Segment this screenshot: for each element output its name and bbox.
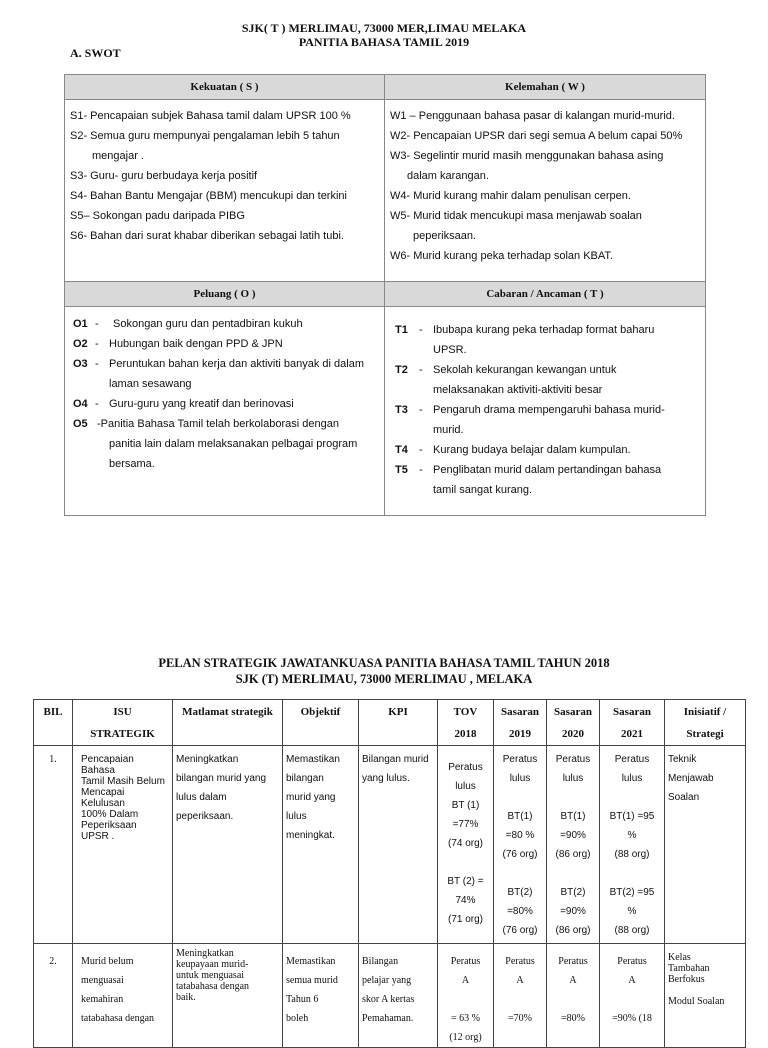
cell-line: [550, 990, 596, 1009]
swot-table: [64, 74, 706, 516]
cell-line: lulus: [455, 781, 476, 792]
cell-line: lulus: [562, 773, 584, 784]
cell-line: BT (1): [451, 800, 480, 811]
cell-line: Teknik: [668, 754, 697, 765]
cell-line: (86 org): [555, 925, 591, 936]
cell-line: A: [628, 975, 636, 986]
cell-line: Bilangan murid: [362, 754, 429, 765]
list-item: mengajar .: [92, 150, 144, 162]
list-item: S5– Sokongan padu daripada PIBG: [70, 210, 245, 222]
cell-line: [550, 864, 596, 883]
cell-line: UPSR .: [81, 831, 115, 842]
cell-line: skor A kertas: [362, 994, 415, 1005]
list-item-continued: melaksanakan aktiviti-aktiviti besar: [433, 384, 603, 396]
cell-line: [497, 864, 543, 883]
cell-line: [497, 788, 543, 807]
initiative-cell: [665, 944, 746, 1048]
threats-heading: Cabaran / Ancaman ( T ): [385, 282, 706, 307]
list-item: O2 - Hubungan baik dengan PPD & JPN: [73, 338, 283, 350]
goal-cell: [173, 746, 283, 944]
initiative-cell: [665, 746, 746, 944]
kpi-cell: [359, 944, 438, 1048]
list-item: O4 - Guru-guru yang kreatif dan berinovasi: [73, 398, 294, 410]
cell-line: Memastikan: [286, 956, 336, 967]
cell-line: %: [627, 830, 637, 841]
cell-line: Peratus: [558, 956, 588, 967]
list-item: S3- Guru- guru berbudaya kerja positif: [70, 170, 258, 182]
cell-line: lulus: [509, 773, 531, 784]
column-header: BIL: [34, 700, 73, 746]
list-item: S2- Semua guru mempunyai pengalaman lebih 5 tahun: [70, 130, 340, 142]
cell-line: bilangan: [286, 773, 324, 784]
cell-line: Mencapai: [81, 787, 125, 798]
opportunities-cell: [65, 307, 385, 516]
cell-line: %: [627, 906, 637, 917]
cell-line: BT(2) =95: [609, 887, 655, 898]
cell-line: BT(1): [507, 811, 533, 822]
cell-line: (74 org): [447, 838, 483, 849]
cell-line: Peratus: [450, 956, 481, 967]
list-item: T2 - Sekolah kekurangan kewangan untuk: [395, 364, 617, 376]
cell-line: Peratus: [502, 754, 538, 765]
cell-line: [497, 990, 543, 1009]
cell-line: [441, 990, 490, 1009]
cell-line: =90%: [560, 830, 586, 841]
strategic-plan-table: [33, 699, 746, 1048]
cell-line: Pencapaian: [81, 754, 134, 765]
cell-line: Murid belum: [81, 956, 134, 967]
school-header: SJK( T ) MERLIMAU, 73000 MER,LIMAU MELAKA: [241, 21, 527, 35]
cell-line: baik.: [176, 992, 196, 1003]
cell-line: =80%: [507, 906, 533, 917]
list-item: W5- Murid tidak mencukupi masa menjawab soalan: [390, 210, 642, 222]
cell-line: [603, 864, 661, 883]
cell-line: [668, 985, 742, 996]
threats-cell: [385, 307, 706, 516]
strengths-cell: [65, 100, 385, 282]
cell-line: Meningkatkan: [176, 754, 239, 765]
row-number: 2.: [34, 944, 73, 1048]
cell-line: semua murid: [286, 975, 338, 986]
cell-line: Modul Soalan: [668, 996, 725, 1007]
cell-line: boleh: [286, 1013, 309, 1024]
list-item: W4- Murid kurang mahir dalam penulisan cerpen.: [390, 190, 631, 202]
cell-line: Pemahaman.: [362, 1013, 414, 1024]
cell-line: Peperiksaan: [81, 820, 137, 831]
cell-line: Kelulusan: [81, 798, 125, 809]
issue-cell: [73, 944, 173, 1048]
cell-line: 74%: [455, 895, 476, 906]
list-item: T3 - Pengaruh drama mempengaruhi bahasa murid-: [395, 404, 665, 416]
cell-line: BT(1): [560, 811, 586, 822]
list-item: O3 - Peruntukan bahan kerja dan aktiviti banyak di dalam: [73, 358, 364, 370]
cell-line: A: [569, 975, 577, 986]
cell-line: Meningkatkan: [176, 948, 234, 959]
goal-cell: [173, 944, 283, 1048]
plan-header-row: [34, 700, 746, 746]
list-item-continued: panitia lain dalam melaksanakan pelbagai program: [109, 438, 358, 450]
table-row: [34, 746, 746, 944]
cell-line: [441, 853, 490, 872]
list-item: W2- Pencapaian UPSR dari segi semua A belum capai 50%: [390, 130, 683, 142]
cell-line: Soalan: [668, 792, 700, 803]
target-2021-cell: [600, 944, 665, 1048]
cell-line: Tamil Masih Belum: [81, 776, 165, 787]
list-item-continued: bersama.: [109, 458, 155, 470]
list-item: T4 - Kurang budaya belajar dalam kumpulan.: [395, 444, 631, 456]
list-item: T5 - Penglibatan murid dalam pertandingan bahasa: [395, 464, 662, 476]
cell-line: untuk menguasai: [176, 970, 245, 981]
list-item-continued: UPSR.: [433, 344, 467, 356]
plan-subtitle: SJK (T) MERLIMAU, 73000 MERLIMAU , MELAKA: [235, 672, 533, 686]
column-header: Matlamat strategik: [173, 700, 283, 746]
weaknesses-heading: Kelemahan ( W ): [385, 75, 706, 100]
cell-line: Tambahan: [668, 963, 710, 974]
cell-line: (88 org): [614, 849, 650, 860]
cell-line: A: [461, 975, 470, 986]
cell-line: Peratus: [505, 956, 535, 967]
cell-line: (71 org): [447, 914, 483, 925]
target-2021-cell: [600, 746, 665, 944]
cell-line: lulus: [621, 773, 643, 784]
cell-line: (76 org): [502, 925, 538, 936]
cell-line: (76 org): [502, 849, 538, 860]
column-header: Objektif: [283, 700, 359, 746]
cell-line: =90% (18: [612, 1013, 652, 1024]
row-number: 1.: [34, 746, 73, 944]
opportunities-heading: Peluang ( O ): [65, 282, 385, 307]
column-header: TOV 2018: [438, 700, 494, 746]
cell-line: =70%: [508, 1013, 532, 1024]
list-item: S4- Bahan Bantu Mengajar (BBM) mencukupi dan terkini: [70, 190, 347, 202]
cell-line: Peratus: [617, 956, 647, 967]
cell-line: (88 org): [614, 925, 650, 936]
cell-line: BT (2) =: [447, 876, 484, 887]
list-item: W1 – Penggunaan bahasa pasar di kalangan murid-murid.: [390, 110, 675, 122]
cell-line: tatabahasa dengan: [176, 981, 250, 992]
list-item: S6- Bahan dari surat khabar diberikan sebagai latih tubi.: [70, 230, 344, 242]
cell-line: menguasai: [81, 975, 124, 986]
target-2019-cell: [494, 944, 547, 1048]
column-header: ISU STRATEGIK: [73, 700, 173, 746]
cell-line: =80%: [561, 1013, 585, 1024]
cell-line: A: [516, 975, 524, 986]
cell-line: Peratus: [555, 754, 591, 765]
cell-line: (12 org): [449, 1032, 482, 1043]
list-item: dalam karangan.: [407, 170, 489, 182]
list-item: W6- Murid kurang peka terhadap solan KBAT.: [390, 250, 613, 262]
cell-line: [603, 990, 661, 1009]
cell-line: Tahun 6: [286, 994, 319, 1005]
cell-line: Kelas: [668, 952, 691, 963]
cell-line: Bilangan: [362, 956, 399, 967]
cell-line: = 63 %: [451, 1013, 480, 1024]
plan-title: PELAN STRATEGIK JAWATANKUASA PANITIA BAHASA TAMIL TAHUN 2018: [158, 656, 610, 670]
cell-line: tatabahasa dengan: [81, 1013, 155, 1024]
target-2020-cell: [547, 746, 600, 944]
target-2019-cell: [494, 746, 547, 944]
cell-line: keupayaan murid-: [176, 959, 249, 970]
table-row: [34, 944, 746, 1048]
column-header: Sasaran 2019: [494, 700, 547, 746]
tov-cell: [438, 944, 494, 1048]
cell-line: [550, 788, 596, 807]
cell-line: BT(2): [560, 887, 586, 898]
column-header: KPI: [359, 700, 438, 746]
column-header: Sasaran 2021: [600, 700, 665, 746]
list-item-continued: tamil sangat kurang.: [433, 484, 533, 496]
committee-header: PANITIA BAHASA TAMIL 2019: [298, 35, 470, 49]
list-item: T1 - Ibubapa kurang peka terhadap format baharu: [395, 324, 655, 336]
cell-line: =77%: [452, 819, 479, 830]
cell-line: yang lulus.: [362, 773, 410, 784]
cell-line: pelajar yang: [362, 975, 412, 986]
list-item-continued: laman sesawang: [109, 378, 192, 390]
cell-line: =80 %: [505, 830, 535, 841]
list-item: O1 - Sokongan guru dan pentadbiran kukuh: [73, 318, 303, 330]
kpi-cell: [359, 746, 438, 944]
cell-line: meningkat.: [286, 830, 335, 841]
objective-cell: [283, 944, 359, 1048]
objective-cell: [283, 746, 359, 944]
column-header: Sasaran 2020: [547, 700, 600, 746]
column-header: Inisiatif / Strategi: [665, 700, 746, 746]
section-heading: A. SWOT: [70, 46, 121, 60]
cell-line: Peratus: [614, 754, 650, 765]
cell-line: =90%: [560, 906, 586, 917]
cell-line: lulus: [286, 811, 307, 822]
cell-line: kemahiran: [81, 994, 124, 1005]
cell-line: murid yang: [286, 792, 336, 803]
cell-line: Peratus: [448, 762, 483, 773]
tov-cell: [438, 746, 494, 944]
target-2020-cell: [547, 944, 600, 1048]
cell-line: BT(1) =95: [609, 811, 655, 822]
weaknesses-cell: [385, 100, 706, 282]
list-item: W3- Segelintir murid masih menggunakan bahasa asing: [390, 150, 664, 162]
cell-line: (86 org): [555, 849, 591, 860]
cell-line: Memastikan: [286, 754, 340, 765]
cell-line: lulus dalam: [176, 792, 227, 803]
issue-cell: [73, 746, 173, 944]
cell-line: BT(2): [507, 887, 533, 898]
cell-line: [603, 788, 661, 807]
list-item: peperiksaan.: [413, 230, 476, 242]
cell-line: Bahasa: [81, 765, 115, 776]
cell-line: 100% Dalam: [81, 809, 139, 820]
strengths-heading: Kekuatan ( S ): [65, 75, 385, 100]
cell-line: Berfokus: [668, 974, 705, 985]
list-item-continued: murid.: [433, 424, 464, 436]
list-item: S1- Pencapaian subjek Bahasa tamil dalam UPSR 100 %: [70, 110, 351, 122]
cell-line: Menjawab: [668, 773, 714, 784]
cell-line: peperiksaan.: [176, 811, 234, 822]
list-item: O5 -Panitia Bahasa Tamil telah berkolaborasi dengan: [73, 418, 339, 430]
cell-line: bilangan murid yang: [176, 773, 267, 784]
